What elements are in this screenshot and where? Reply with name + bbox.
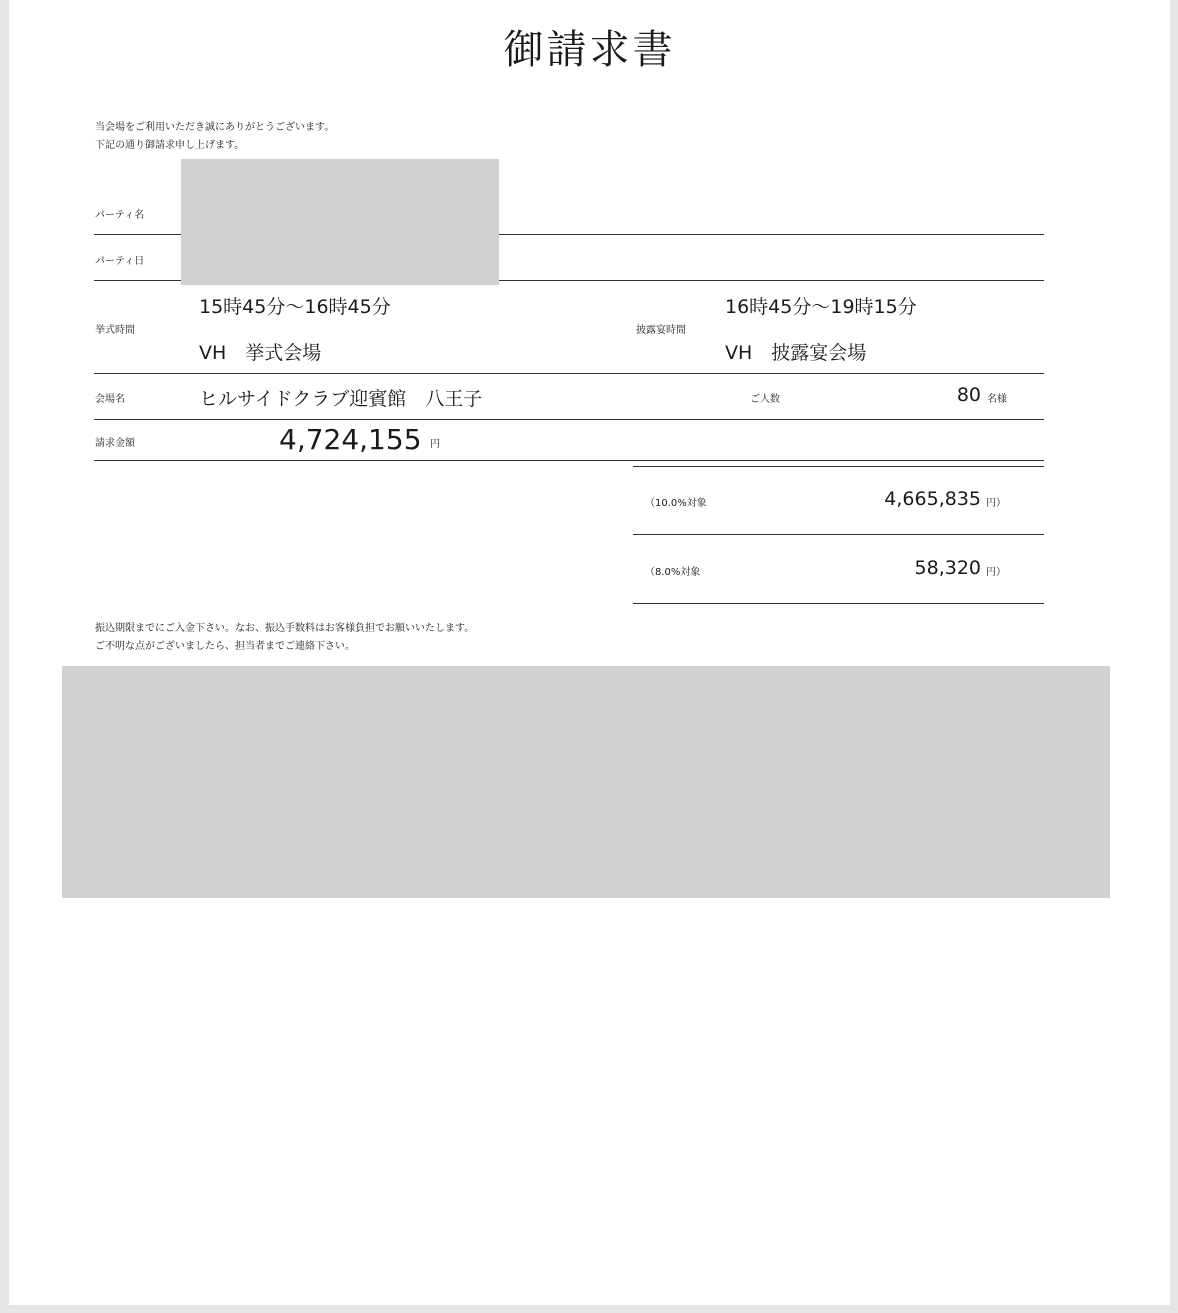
tax-10-unit: 円） <box>986 498 1006 509</box>
ceremony-time-label: 挙式時間 <box>95 325 135 336</box>
note-line-1: 振込期限までにご入金下さい。なお、振込手数料はお客様負担でお願いいたします。 <box>95 623 475 634</box>
redacted-party-info <box>181 159 499 285</box>
venue-value: ヒルサイドクラブ迎賓館 八王子 <box>199 388 483 410</box>
tax-8-value: 58,320 <box>914 557 981 579</box>
reception-venue-value: VH 披露宴会場 <box>725 342 867 364</box>
tax-8-unit: 円） <box>986 567 1006 578</box>
ceremony-venue-value: VH 挙式会場 <box>199 342 322 364</box>
guests-label: ご人数 <box>750 394 780 405</box>
divider <box>633 534 1044 535</box>
amount-value: 4,724,155 <box>279 423 422 456</box>
intro-line-2: 下記の通り御請求申し上げます。 <box>95 140 245 151</box>
redacted-block <box>62 666 1110 898</box>
amount-label: 請求金額 <box>95 438 135 449</box>
divider <box>633 466 1044 467</box>
reception-time-label: 披露宴時間 <box>636 325 686 336</box>
party-date-label: パーティ日 <box>95 256 145 267</box>
tax-10-label: （10.0%対象 <box>645 498 707 509</box>
note-line-2: ご不明な点がございましたら、担当者までご連絡下さい。 <box>95 641 355 652</box>
payment-notes <box>95 620 474 656</box>
party-name-label: パーティ名 <box>95 210 145 221</box>
invoice-page <box>9 0 1170 1305</box>
divider <box>94 460 1044 461</box>
intro-line-1: 当会場をご利用いただき誠にありがとうございます。 <box>95 122 335 133</box>
guests-value: 80 <box>956 384 981 406</box>
divider <box>633 603 1044 604</box>
amount-unit: 円 <box>430 439 440 450</box>
divider <box>94 419 1044 420</box>
tax-8-label: （8.0%対象 <box>645 567 701 578</box>
reception-time-value: 16時45分〜19時15分 <box>725 296 917 318</box>
venue-label: 会場名 <box>95 394 125 405</box>
ceremony-time-value: 15時45分〜16時45分 <box>199 296 391 318</box>
guests-unit: 名様 <box>987 394 1007 405</box>
intro-text <box>95 119 334 155</box>
tax-10-value: 4,665,835 <box>884 488 981 510</box>
page-title: 御請求書 <box>503 27 676 73</box>
divider <box>94 373 1044 374</box>
